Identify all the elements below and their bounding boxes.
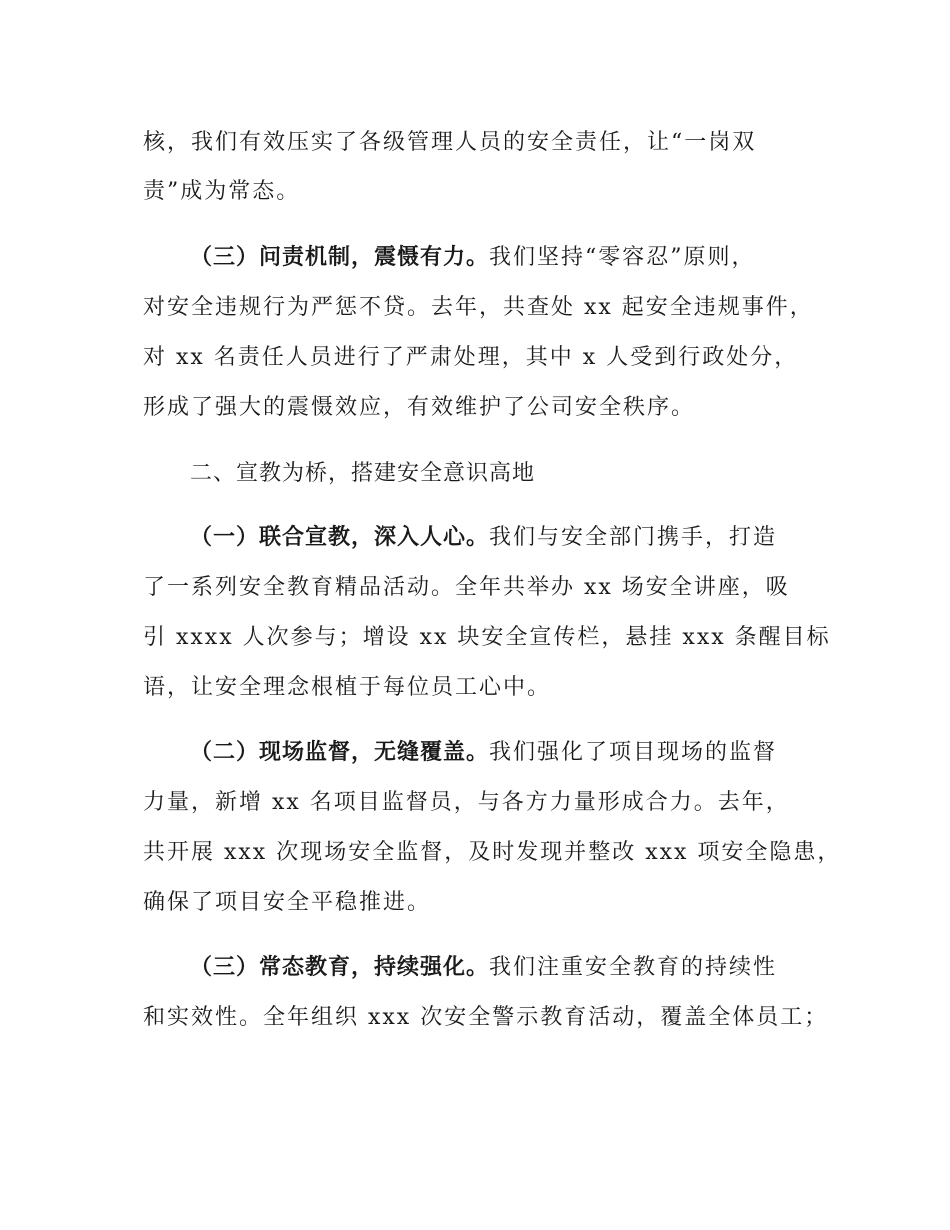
para4-line1 bbox=[190, 738, 777, 768]
para2-line2: 对安全违规行为严惩不贷。去年，共查处 xx 起安全违规事件， bbox=[143, 295, 814, 320]
para4-lead: （二）现场监督，无缝覆盖。 bbox=[190, 740, 490, 765]
para3-line4: 语，让安全理念根植于每位员工心中。 bbox=[143, 675, 552, 700]
para5-line2: 和实效性。全年组织 xxx 次安全警示教育活动，覆盖全体员工； bbox=[143, 1005, 829, 1030]
para3-line1-rest: 我们与安全部门携手，打造 bbox=[489, 525, 778, 550]
para2-line1-rest: 我们坚持“零容忍”原则， bbox=[489, 245, 756, 270]
para2-line3: 对 xx 名责任人员进行了严肃处理，其中 x 人受到行政处分， bbox=[143, 345, 799, 370]
para1-line1: 核，我们有效压实了各级管理人员的安全责任，让“一岗双 bbox=[143, 130, 757, 155]
para5-line1 bbox=[190, 953, 777, 983]
section-heading: 二、宣教为桥，搭建安全意识高地 bbox=[190, 461, 536, 486]
para2-lead: （三）问责机制，震慑有力。 bbox=[190, 245, 490, 270]
para4-line1-rest: 我们强化了项目现场的监督 bbox=[489, 740, 778, 765]
para5-line1-rest: 我们注重安全教育的持续性 bbox=[489, 955, 778, 980]
para1-line2: 责”成为常态。 bbox=[143, 179, 301, 204]
para2-line4: 形成了强大的震慑效应，有效维护了公司安全秩序。 bbox=[143, 395, 696, 420]
para3-lead: （一）联合宣教，深入人心。 bbox=[190, 525, 490, 550]
para4-line3: 共开展 xxx 次现场安全监督，及时发现并整改 xxx 项安全隐患， bbox=[143, 840, 842, 865]
para3-line3: 引 xxxx 人次参与；增设 xx 块安全宣传栏，悬挂 xxx 条醒目标 bbox=[143, 625, 831, 650]
para3-line1 bbox=[190, 523, 777, 553]
para2-line1 bbox=[190, 243, 756, 273]
para3-line2: 了一系列安全教育精品活动。全年共举办 xx 场安全讲座，吸 bbox=[143, 575, 790, 600]
para5-lead: （三）常态教育，持续强化。 bbox=[190, 955, 490, 980]
para4-line4: 确保了项目安全平稳推进。 bbox=[143, 890, 432, 915]
para4-line2: 力量，新增 xx 名项目监督员，与各方力量形成合力。去年， bbox=[143, 790, 790, 815]
